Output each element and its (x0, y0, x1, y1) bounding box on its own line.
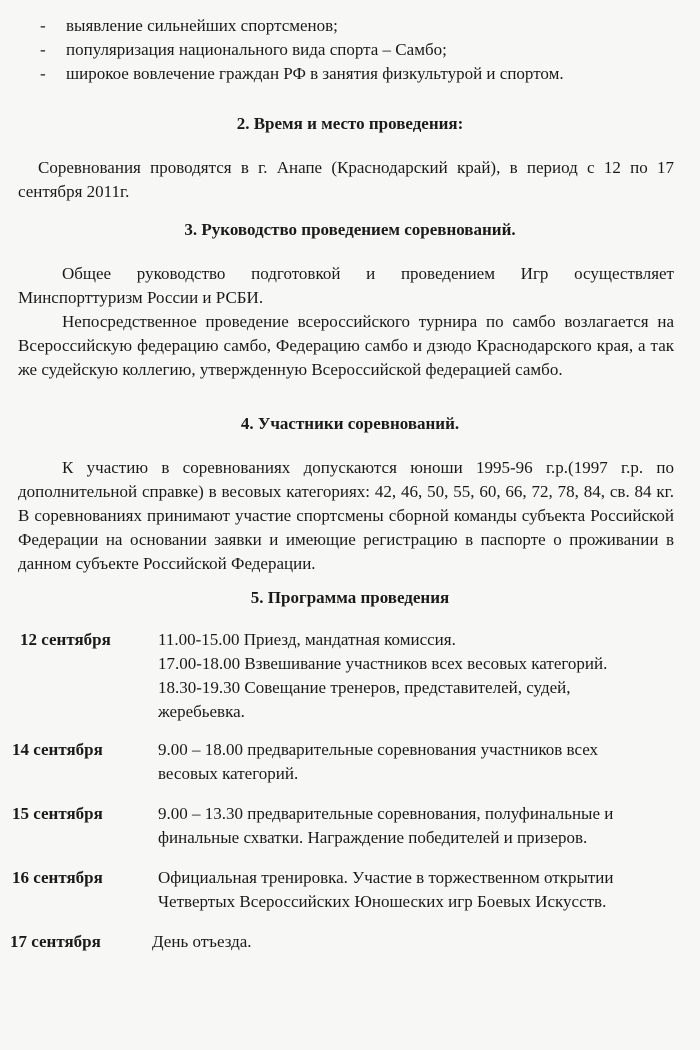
list-item: - выявление сильнейших спортсменов; (40, 16, 338, 35)
schedule-date: 12 сентября (20, 630, 111, 649)
section-4-text: К участию в соревнованиях допускаются юноши 1995-96 г.р.(1997 г.р. по дополнительной справке) в весовых категориях: 42, 46, 50, 55, 60, 66, 72, 78, 84, св. 84 кг. В соревнованиях принимают участие спортсмены сборной команды субъекта Российской Федерации на основании заявки и имеющие регистрацию в паспорте о проживании в данном субъекте Российской Федерации. (18, 458, 674, 573)
schedule-entry: 11.00-15.00 Приезд, мандатная комиссия. 17.00-18.00 Взвешивание участников всех весовых категорий. 18.30-19.30 Совещание тренеров, представителей, судей, жеребьевка. (158, 630, 608, 721)
schedule-date: 17 сентября (10, 932, 101, 951)
section-4-heading: 4. Участники соревнований. (240, 414, 460, 433)
section-2-heading: 2. Время и место проведения: (236, 114, 464, 133)
schedule-entry: Официальная тренировка. Участие в торжественном открытии Четвертых Всероссийских Юношеских игр Боевых Искусств. (158, 868, 614, 911)
schedule-date: 14 сентября (12, 740, 103, 759)
schedule-entry: День отъезда. (152, 932, 252, 951)
section-3-paragraph-2: Непосредственное проведение всероссийского турнира по самбо возлагается на Всероссийскую федерацию самбо, Федерацию самбо и дзюдо Краснодарского края, а так же судейскую коллегию, утвержденную Всероссийской федерацией самбо. (18, 312, 674, 379)
schedule-entry: 9.00 – 18.00 предварительные соревнования участников всех весовых категорий. (158, 740, 599, 783)
schedule-date: 15 сентября (12, 804, 103, 823)
list-item: - широкое вовлечение граждан РФ в занятия физкультурой и спортом. (40, 64, 564, 83)
schedule-entry: 9.00 – 13.30 предварительные соревнования, полуфинальные и финальные схватки. Награждение победителей и призеров. (158, 804, 614, 847)
list-item: - популяризация национального вида спорта – Самбо; (40, 40, 447, 59)
schedule-date: 16 сентября (12, 868, 103, 887)
section-3-heading: 3. Руководство проведением соревнований. (184, 220, 516, 239)
section-3-paragraph-1: Общее руководство подготовкой и проведением Игр осуществляет Минспорттуризм России и РСБИ. (18, 264, 674, 307)
section-2-text: Соревнования проводятся в г. Анапе (Краснодарский край), в период с 12 по 17 сентября 2011г. (18, 158, 674, 201)
goals-list (40, 14, 680, 86)
section-5-heading: 5. Программа проведения (250, 588, 450, 607)
